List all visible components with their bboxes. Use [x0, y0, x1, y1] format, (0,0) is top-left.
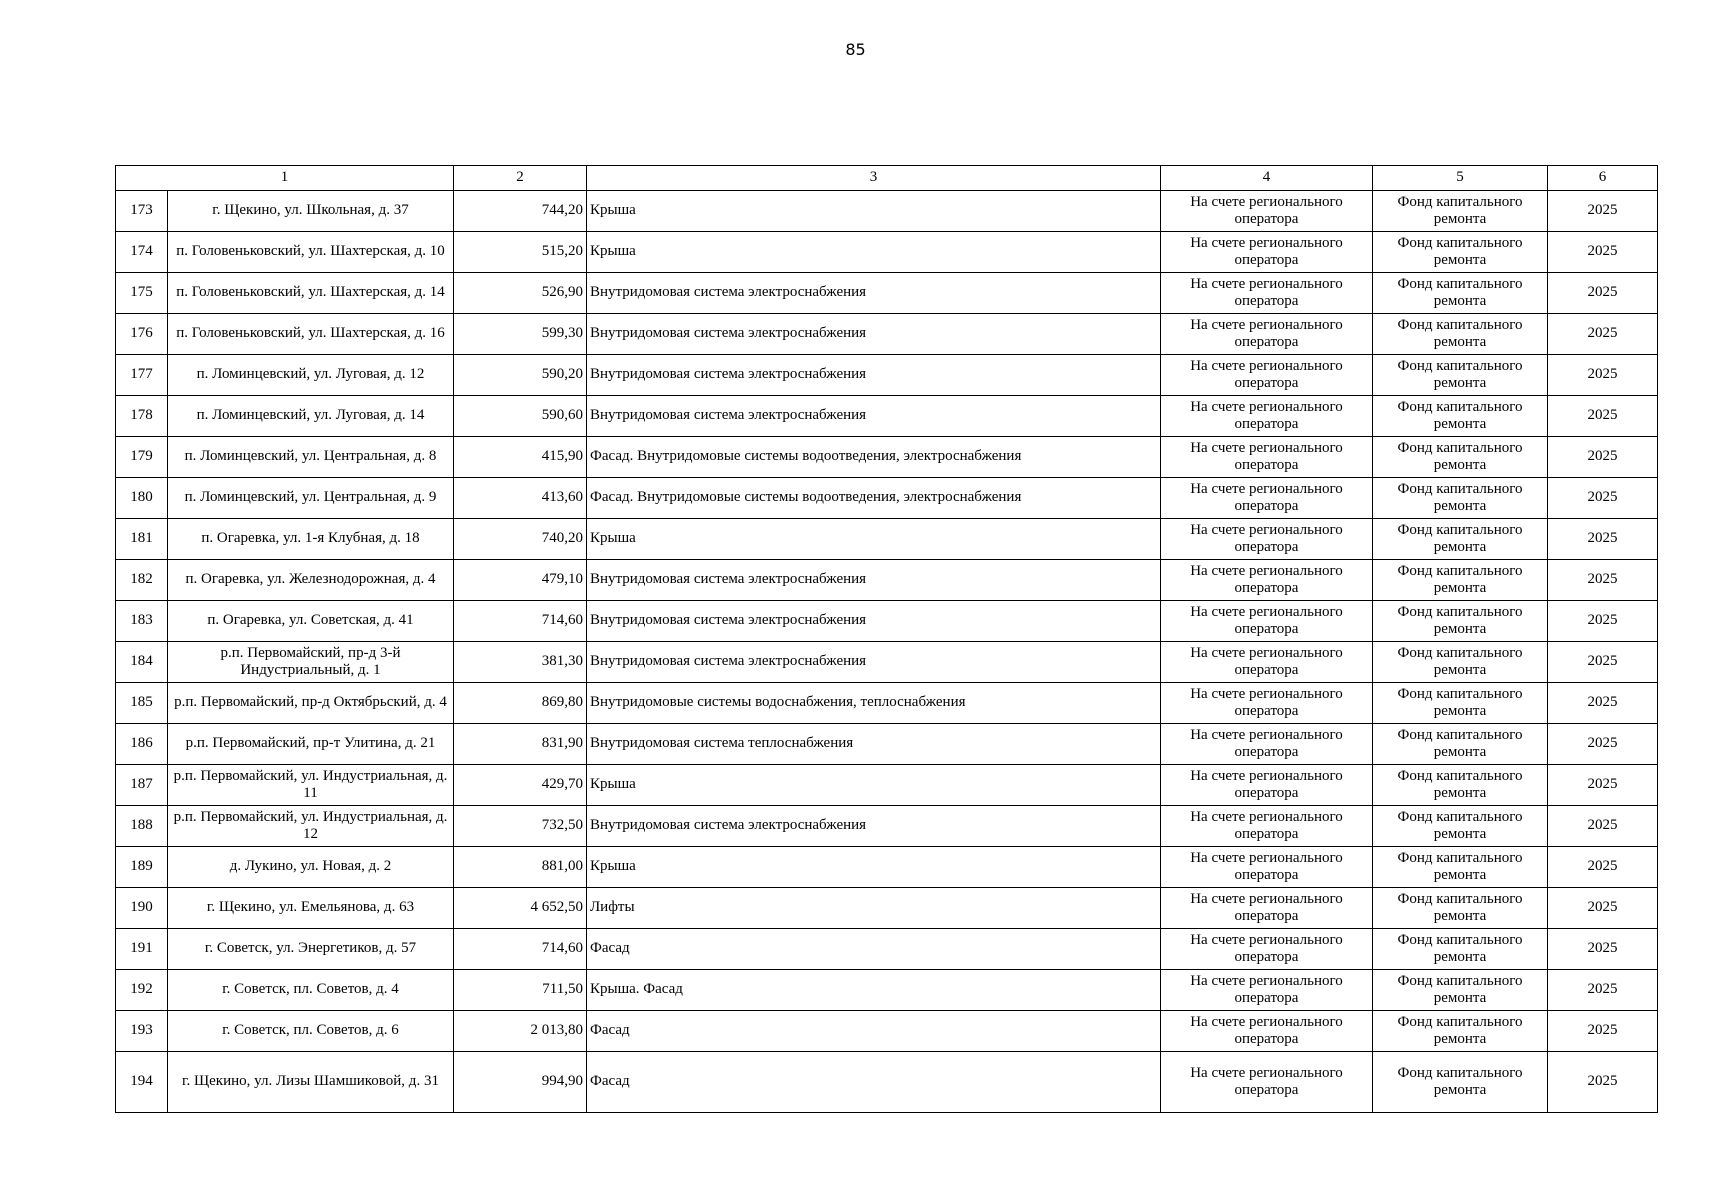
account-cell: На счете регионального оператора — [1161, 765, 1373, 806]
funding-source-cell: Фонд капитального ремонта — [1373, 478, 1548, 519]
funding-source-cell: Фонд капитального ремонта — [1373, 888, 1548, 929]
account-cell: На счете регионального оператора — [1161, 560, 1373, 601]
work-type-cell: Фасад. Внутридомовые системы водоотведения, электроснабжения — [587, 478, 1161, 519]
table-row — [116, 355, 1658, 396]
table-row — [116, 437, 1658, 478]
funding-source-cell: Фонд капитального ремонта — [1373, 232, 1548, 273]
account-cell: На счете регионального оператора — [1161, 601, 1373, 642]
row-number: 174 — [116, 232, 168, 273]
table-row — [116, 929, 1658, 970]
account-cell: На счете регионального оператора — [1161, 970, 1373, 1011]
table-row — [116, 601, 1658, 642]
address-cell: п. Ломинцевский, ул. Луговая, д. 14 — [168, 396, 454, 437]
header-col-3: 3 — [587, 166, 1161, 191]
work-type-cell: Крыша — [587, 765, 1161, 806]
account-cell: На счете регионального оператора — [1161, 191, 1373, 232]
funding-source-cell: Фонд капитального ремонта — [1373, 970, 1548, 1011]
funding-source-cell: Фонд капитального ремонта — [1373, 560, 1548, 601]
row-number: 190 — [116, 888, 168, 929]
address-cell: п. Ломинцевский, ул. Центральная, д. 9 — [168, 478, 454, 519]
year-cell: 2025 — [1548, 396, 1658, 437]
area-cell: 2 013,80 — [454, 1011, 587, 1052]
row-number: 189 — [116, 847, 168, 888]
account-cell: На счете регионального оператора — [1161, 232, 1373, 273]
year-cell: 2025 — [1548, 888, 1658, 929]
table-row — [116, 560, 1658, 601]
address-cell: г. Щекино, ул. Лизы Шамшиковой, д. 31 — [168, 1052, 454, 1113]
year-cell: 2025 — [1548, 765, 1658, 806]
year-cell: 2025 — [1548, 683, 1658, 724]
row-number: 185 — [116, 683, 168, 724]
funding-source-cell: Фонд капитального ремонта — [1373, 683, 1548, 724]
account-cell: На счете регионального оператора — [1161, 1052, 1373, 1113]
address-cell: р.п. Первомайский, пр-д Октябрьский, д. 4 — [168, 683, 454, 724]
work-type-cell: Фасад — [587, 1011, 1161, 1052]
funding-source-cell: Фонд капитального ремонта — [1373, 601, 1548, 642]
work-type-cell: Крыша — [587, 847, 1161, 888]
table-row — [116, 1011, 1658, 1052]
address-cell: г. Советск, пл. Советов, д. 4 — [168, 970, 454, 1011]
table-row — [116, 888, 1658, 929]
work-type-cell: Внутридомовая система электроснабжения — [587, 642, 1161, 683]
work-type-cell: Внутридомовые системы водоснабжения, теплоснабжения — [587, 683, 1161, 724]
account-cell: На счете регионального оператора — [1161, 396, 1373, 437]
funding-source-cell: Фонд капитального ремонта — [1373, 1052, 1548, 1113]
row-number: 192 — [116, 970, 168, 1011]
row-number: 188 — [116, 806, 168, 847]
row-number: 175 — [116, 273, 168, 314]
address-cell: п. Ломинцевский, ул. Луговая, д. 12 — [168, 355, 454, 396]
funding-source-cell: Фонд капитального ремонта — [1373, 642, 1548, 683]
work-type-cell: Внутридомовая система электроснабжения — [587, 560, 1161, 601]
row-number: 173 — [116, 191, 168, 232]
table-row — [116, 478, 1658, 519]
account-cell: На счете регионального оператора — [1161, 847, 1373, 888]
area-cell: 429,70 — [454, 765, 587, 806]
year-cell: 2025 — [1548, 191, 1658, 232]
header-col-6: 6 — [1548, 166, 1658, 191]
year-cell: 2025 — [1548, 601, 1658, 642]
funding-source-cell: Фонд капитального ремонта — [1373, 929, 1548, 970]
year-cell: 2025 — [1548, 970, 1658, 1011]
work-type-cell: Внутридомовая система электроснабжения — [587, 314, 1161, 355]
funding-source-cell: Фонд капитального ремонта — [1373, 314, 1548, 355]
funding-source-cell: Фонд капитального ремонта — [1373, 765, 1548, 806]
area-cell: 381,30 — [454, 642, 587, 683]
table-row — [116, 273, 1658, 314]
area-cell: 415,90 — [454, 437, 587, 478]
account-cell: На счете регионального оператора — [1161, 683, 1373, 724]
work-type-cell: Крыша — [587, 191, 1161, 232]
address-cell: п. Огаревка, ул. Советская, д. 41 — [168, 601, 454, 642]
row-number: 176 — [116, 314, 168, 355]
header-col-2: 2 — [454, 166, 587, 191]
year-cell: 2025 — [1548, 1011, 1658, 1052]
address-cell: р.п. Первомайский, пр-д 3-й Индустриальный, д. 1 — [168, 642, 454, 683]
account-cell: На счете регионального оператора — [1161, 314, 1373, 355]
year-cell: 2025 — [1548, 1052, 1658, 1113]
row-number: 194 — [116, 1052, 168, 1113]
header-col-5: 5 — [1373, 166, 1548, 191]
year-cell: 2025 — [1548, 273, 1658, 314]
row-number: 191 — [116, 929, 168, 970]
account-cell: На счете регионального оператора — [1161, 888, 1373, 929]
table-row — [116, 970, 1658, 1011]
table-row — [116, 806, 1658, 847]
area-cell: 515,20 — [454, 232, 587, 273]
area-cell: 599,30 — [454, 314, 587, 355]
row-number: 193 — [116, 1011, 168, 1052]
area-cell: 744,20 — [454, 191, 587, 232]
table-row — [116, 724, 1658, 765]
area-cell: 869,80 — [454, 683, 587, 724]
account-cell: На счете регионального оператора — [1161, 724, 1373, 765]
address-cell: р.п. Первомайский, пр-т Улитина, д. 21 — [168, 724, 454, 765]
funding-source-cell: Фонд капитального ремонта — [1373, 806, 1548, 847]
account-cell: На счете регионального оператора — [1161, 929, 1373, 970]
row-number: 179 — [116, 437, 168, 478]
account-cell: На счете регионального оператора — [1161, 478, 1373, 519]
area-cell: 526,90 — [454, 273, 587, 314]
work-type-cell: Внутридомовая система электроснабжения — [587, 601, 1161, 642]
area-cell: 413,60 — [454, 478, 587, 519]
row-number: 187 — [116, 765, 168, 806]
year-cell: 2025 — [1548, 478, 1658, 519]
row-number: 180 — [116, 478, 168, 519]
header-col-4: 4 — [1161, 166, 1373, 191]
funding-source-cell: Фонд капитального ремонта — [1373, 396, 1548, 437]
work-type-cell: Внутридомовая система электроснабжения — [587, 396, 1161, 437]
funding-source-cell: Фонд капитального ремонта — [1373, 273, 1548, 314]
year-cell: 2025 — [1548, 806, 1658, 847]
funding-source-cell: Фонд капитального ремонта — [1373, 355, 1548, 396]
account-cell: На счете регионального оператора — [1161, 355, 1373, 396]
table-row — [116, 683, 1658, 724]
table-row — [116, 847, 1658, 888]
year-cell: 2025 — [1548, 519, 1658, 560]
row-number: 184 — [116, 642, 168, 683]
row-number: 186 — [116, 724, 168, 765]
year-cell: 2025 — [1548, 847, 1658, 888]
table-row — [116, 642, 1658, 683]
area-cell: 714,60 — [454, 601, 587, 642]
funding-source-cell: Фонд капитального ремонта — [1373, 847, 1548, 888]
area-cell: 590,20 — [454, 355, 587, 396]
work-type-cell: Фасад. Внутридомовые системы водоотведения, электроснабжения — [587, 437, 1161, 478]
area-cell: 881,00 — [454, 847, 587, 888]
funding-source-cell: Фонд капитального ремонта — [1373, 1011, 1548, 1052]
work-type-cell: Фасад — [587, 929, 1161, 970]
account-cell: На счете регионального оператора — [1161, 519, 1373, 560]
table-row — [116, 519, 1658, 560]
year-cell: 2025 — [1548, 232, 1658, 273]
area-cell: 732,50 — [454, 806, 587, 847]
year-cell: 2025 — [1548, 560, 1658, 601]
work-type-cell: Крыша — [587, 232, 1161, 273]
address-cell: п. Ломинцевский, ул. Центральная, д. 8 — [168, 437, 454, 478]
work-type-cell: Внутридомовая система электроснабжения — [587, 273, 1161, 314]
account-cell: На счете регионального оператора — [1161, 273, 1373, 314]
table-row — [116, 232, 1658, 273]
row-number: 182 — [116, 560, 168, 601]
account-cell: На счете регионального оператора — [1161, 437, 1373, 478]
funding-source-cell: Фонд капитального ремонта — [1373, 519, 1548, 560]
area-cell: 740,20 — [454, 519, 587, 560]
work-type-cell: Внутридомовая система электроснабжения — [587, 806, 1161, 847]
year-cell: 2025 — [1548, 355, 1658, 396]
work-type-cell: Внутридомовая система электроснабжения — [587, 355, 1161, 396]
year-cell: 2025 — [1548, 314, 1658, 355]
address-cell: г. Советск, ул. Энергетиков, д. 57 — [168, 929, 454, 970]
funding-source-cell: Фонд капитального ремонта — [1373, 191, 1548, 232]
work-type-cell: Фасад — [587, 1052, 1161, 1113]
work-type-cell: Внутридомовая система теплоснабжения — [587, 724, 1161, 765]
area-cell: 590,60 — [454, 396, 587, 437]
table-row — [116, 396, 1658, 437]
row-number: 181 — [116, 519, 168, 560]
address-cell: п. Головеньковский, ул. Шахтерская, д. 10 — [168, 232, 454, 273]
table-row — [116, 314, 1658, 355]
table-row — [116, 191, 1658, 232]
work-type-cell: Лифты — [587, 888, 1161, 929]
funding-source-cell: Фонд капитального ремонта — [1373, 724, 1548, 765]
funding-source-cell: Фонд капитального ремонта — [1373, 437, 1548, 478]
table-row — [116, 765, 1658, 806]
account-cell: На счете регионального оператора — [1161, 642, 1373, 683]
work-type-cell: Крыша — [587, 519, 1161, 560]
address-cell: р.п. Первомайский, ул. Индустриальная, д. 12 — [168, 806, 454, 847]
address-cell: г. Щекино, ул. Емельянова, д. 63 — [168, 888, 454, 929]
header-col-1: 1 — [116, 166, 454, 191]
area-cell: 714,60 — [454, 929, 587, 970]
address-cell: д. Лукино, ул. Новая, д. 2 — [168, 847, 454, 888]
work-type-cell: Крыша. Фасад — [587, 970, 1161, 1011]
area-cell: 831,90 — [454, 724, 587, 765]
area-cell: 994,90 — [454, 1052, 587, 1113]
row-number: 178 — [116, 396, 168, 437]
area-cell: 4 652,50 — [454, 888, 587, 929]
year-cell: 2025 — [1548, 929, 1658, 970]
row-number: 183 — [116, 601, 168, 642]
page-number: 85 — [845, 40, 866, 59]
address-cell: п. Головеньковский, ул. Шахтерская, д. 14 — [168, 273, 454, 314]
area-cell: 711,50 — [454, 970, 587, 1011]
address-cell: р.п. Первомайский, ул. Индустриальная, д. 11 — [168, 765, 454, 806]
row-number: 177 — [116, 355, 168, 396]
address-cell: г. Щекино, ул. Школьная, д. 37 — [168, 191, 454, 232]
table-row — [116, 1052, 1658, 1113]
year-cell: 2025 — [1548, 642, 1658, 683]
address-cell: г. Советск, пл. Советов, д. 6 — [168, 1011, 454, 1052]
area-cell: 479,10 — [454, 560, 587, 601]
column-number-header — [116, 166, 1658, 191]
year-cell: 2025 — [1548, 724, 1658, 765]
address-cell: п. Огаревка, ул. Железнодорожная, д. 4 — [168, 560, 454, 601]
year-cell: 2025 — [1548, 437, 1658, 478]
address-cell: п. Головеньковский, ул. Шахтерская, д. 16 — [168, 314, 454, 355]
account-cell: На счете регионального оператора — [1161, 806, 1373, 847]
repair-schedule-table — [115, 165, 1658, 1113]
account-cell: На счете регионального оператора — [1161, 1011, 1373, 1052]
address-cell: п. Огаревка, ул. 1-я Клубная, д. 18 — [168, 519, 454, 560]
